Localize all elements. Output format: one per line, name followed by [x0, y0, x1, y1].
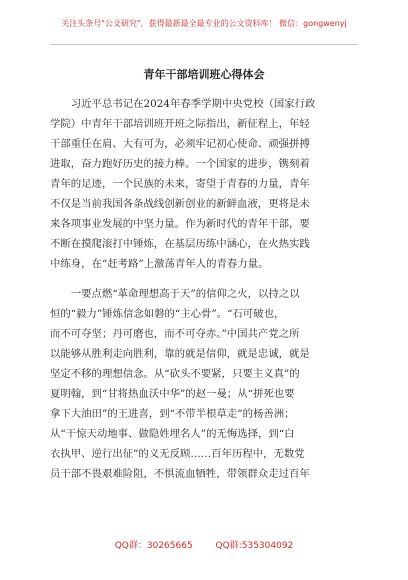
text-line: 夏明翰，到“甘将热血沃中华”的赵一曼；从“拼死也要 [50, 388, 295, 400]
text-line: 以能够从胜利走向胜利，靠的就是信仰，就是忠诚，就是 [50, 348, 310, 360]
footer-qq-group-2: QQ群:535304092 [215, 541, 294, 551]
text-line: 衣执甲、逆行出征”的义无反顾……百年历程中，无数党 [50, 448, 305, 460]
text-line: 坚定不移的理想信念。从“砍头不要紧，只要主义真”的 [50, 368, 300, 380]
text-line: 进取，奋力跑好历史的接力棒。一个国家的进步，镌刻着 [50, 158, 310, 170]
document-body [50, 94, 358, 494]
paragraph-2 [50, 284, 358, 484]
text-line: 不断在摸爬滚打中锤炼，在基层历练中涵心，在火热实践 [50, 238, 310, 250]
text-line: 习近平总书记在2024年春季学期中央党校（国家行政 [50, 98, 316, 110]
text-line: 拿下大油田”的王进喜，到“不带半根草走”的杨善洲； [50, 408, 295, 420]
text-line: 中练身，在“赶考路”上激荡青年人的青春力量。 [50, 258, 269, 270]
text-line: 员干部不畏艰难险阻，不惧流血牺牲，带领群众走过百年 [50, 468, 310, 480]
text-line: 干部重任在肩、大有可为，必须牢记初心使命、顽强拼搏 [50, 138, 310, 150]
paragraph-1 [50, 94, 358, 274]
page-footer [0, 538, 408, 551]
text-line: 来各项事业发展的中坚力量。作为新时代的青年干部，要 [50, 218, 310, 230]
footer-qq-group-1: QQ群：30265665 [114, 541, 193, 551]
text-line: 学院）中青年干部培训班开班之际指出，新征程上，年轻 [50, 118, 310, 130]
text-line: 而不可夺坚；丹可磨也，而不可夺赤。”中国共产党之所 [50, 328, 300, 340]
text-line: 青年的足迹，一个民族的未来，寄望于青春的力量，青年 [50, 178, 310, 190]
text-line: 一要点燃“革命理想高于天”的信仰之火，以持之以 [50, 288, 300, 300]
page-header: 关注头条号"公文研究"，获得最新最全最专业的公文资料库！ 微信：gongwenyj [61, 19, 347, 28]
text-line: 从“干惊天动地事、做隐姓埋名人”的无悔选择，到“白 [50, 428, 295, 440]
text-line: 恒的“毅力”锤炼信念如磐的“主心骨”。“石可破也， [50, 308, 285, 320]
text-line: 不仅是当前我国各条战线创新创业的新鲜血液，更将是未 [50, 198, 310, 210]
header-divider [50, 44, 358, 45]
document-title: 青年干部培训班心得体会 [143, 68, 265, 81]
